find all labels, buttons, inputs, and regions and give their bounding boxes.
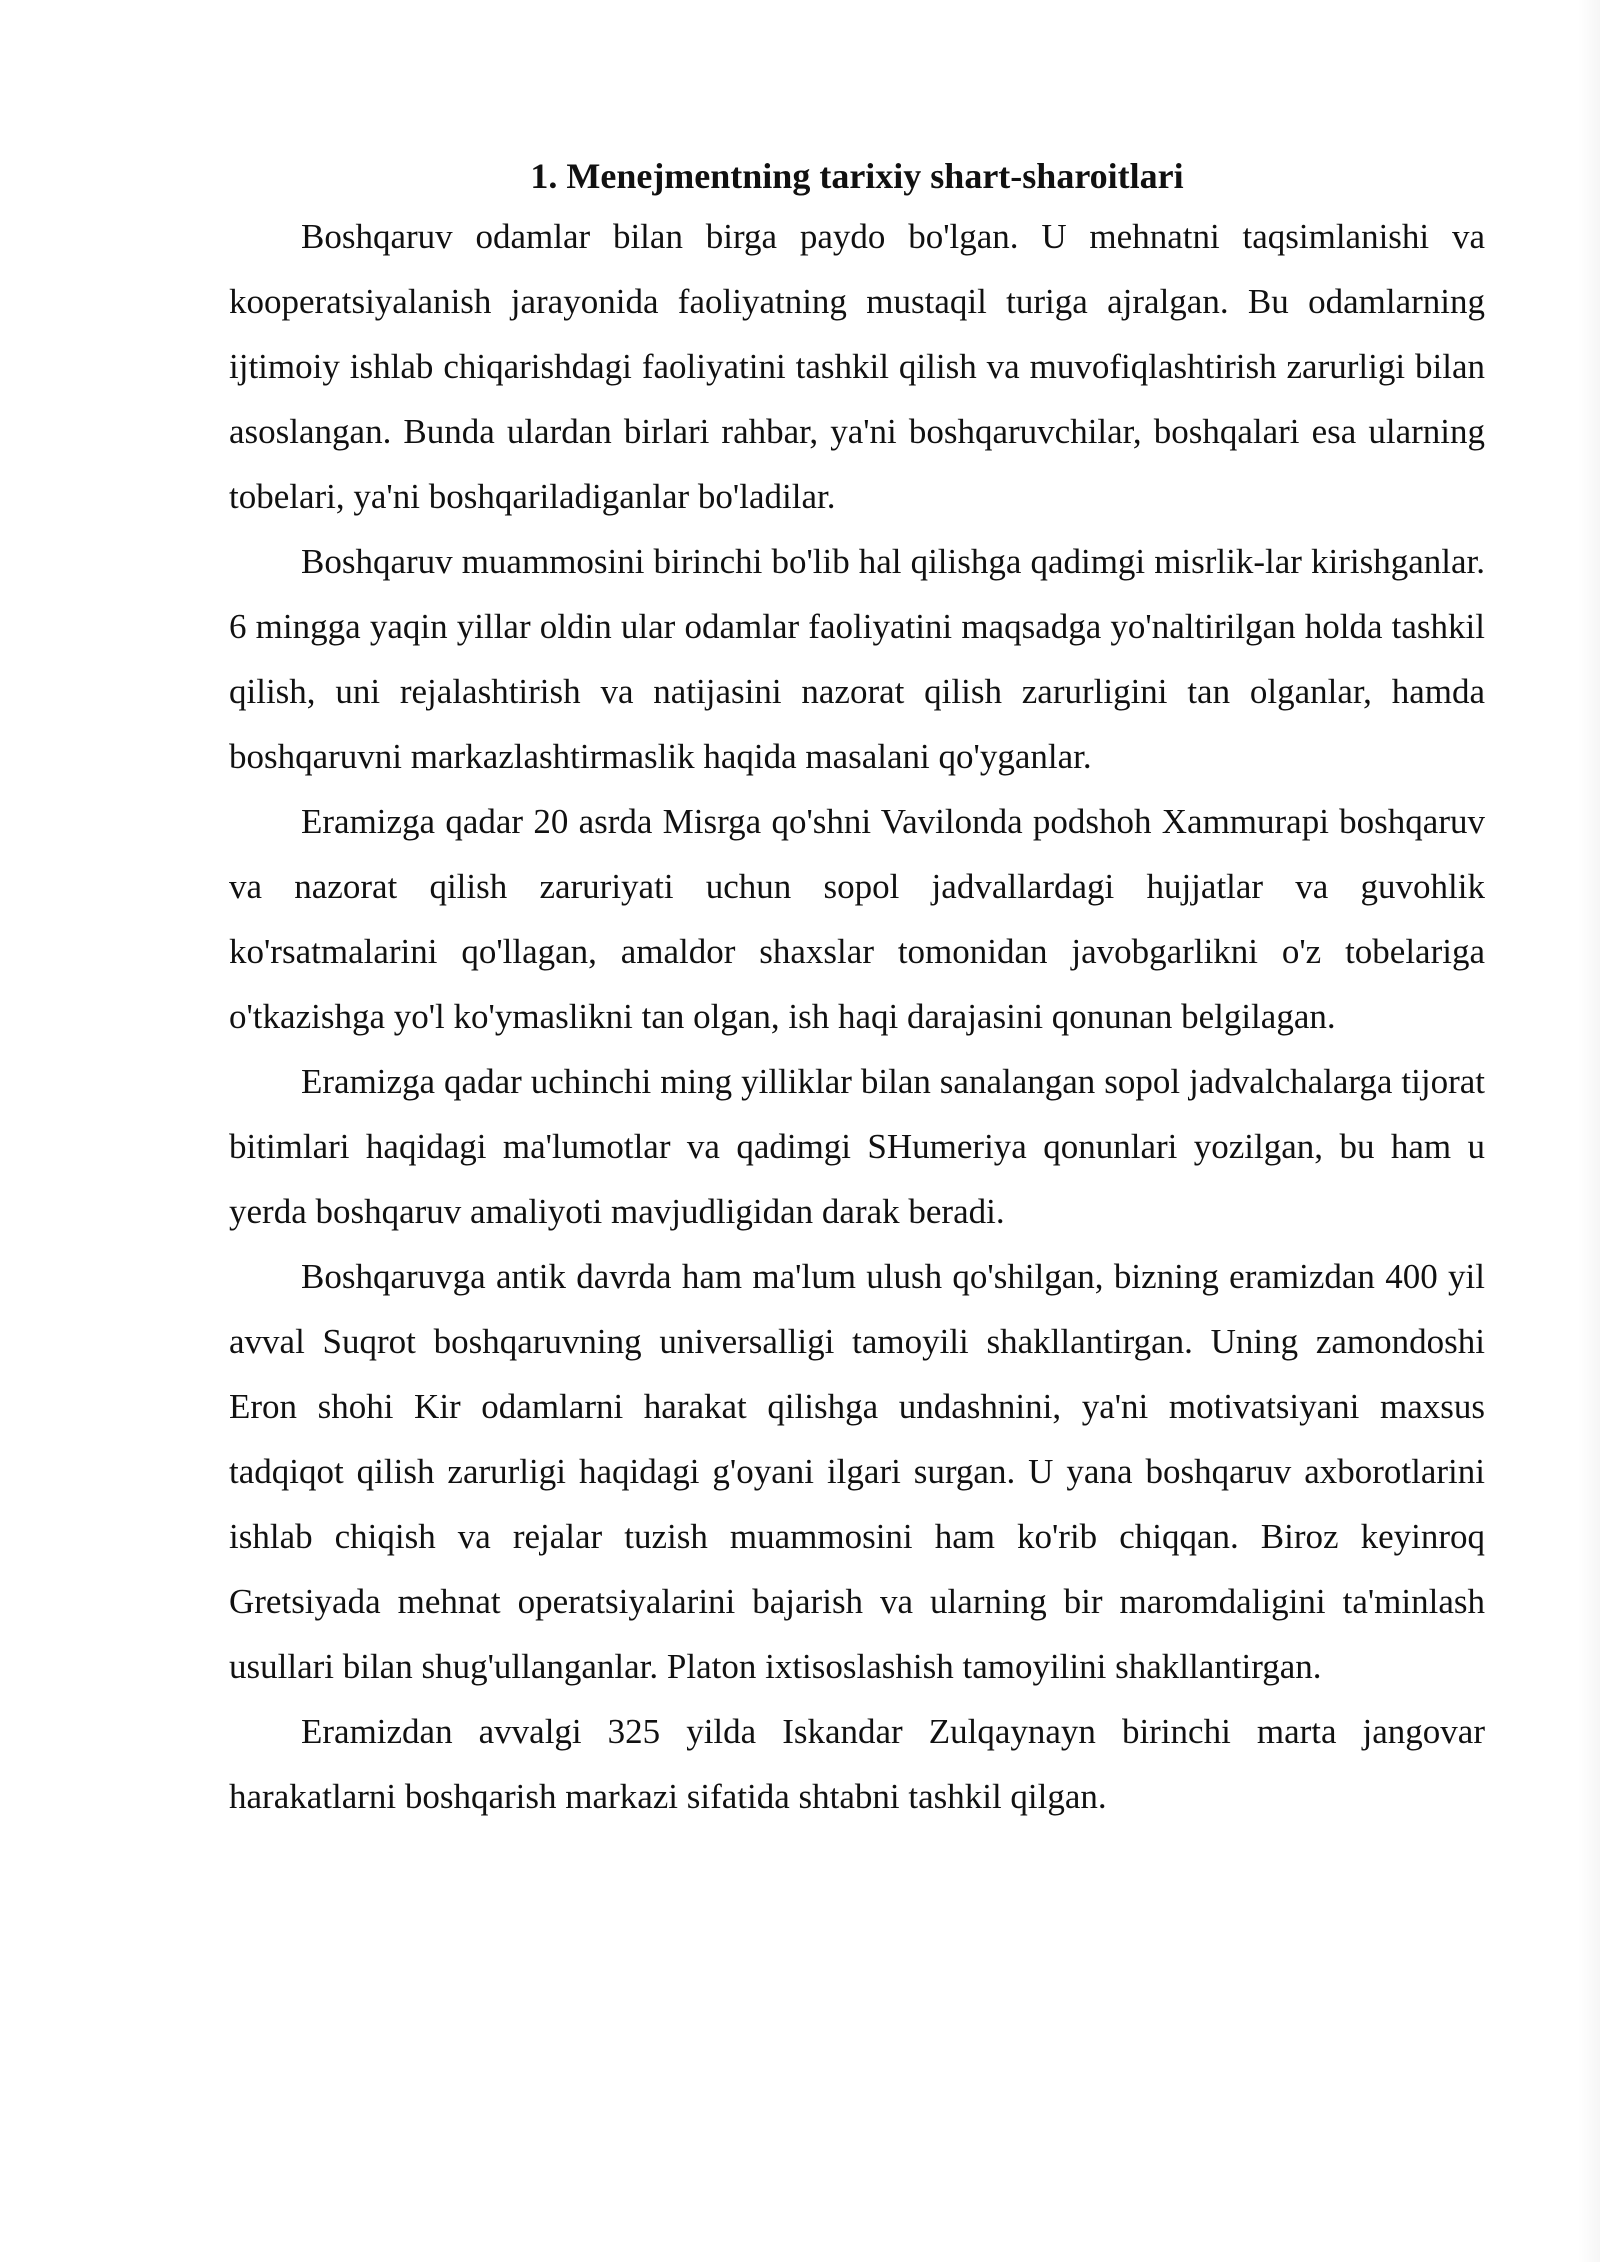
paragraph-sumer: Eramizga qadar uchinchi ming yilliklar bilan sanalangan sopol jadvalchalarga tijorat bitimlari haqidagi ma'lumotlar va qadimgi SHumeriya qonunlari yozilgan, bu ham u yerda boshqaruv amaliyoti mavjudligidan darak beradi. (229, 1062, 1485, 1231)
paragraph-egypt: Boshqaruv muammosini birinchi bo'lib hal qilishga qadimgi misrlik-lar kirishganlar. 6 mingga yaqin yillar oldin ular odamlar faoliyatini maqsadga yo'naltirilgan holda tashkil qilish, uni rejalashtirish va natijasini nazorat qilish zarurligini tan olganlar, hamda boshqaruvni markazlashtirmaslik haqida masalani qo'yganlar. (229, 542, 1485, 776)
paragraph-origins: Boshqaruv odamlar bilan birga paydo bo'lgan. U mehnatni taqsimlanishi va kooperatsiyalanish jarayonida faoliyatning mustaqil turiga ajralgan. Bu odamlarning ijtimoiy ishlab chiqarishdagi faoliyatini tashkil qilish va muvofiqlashtirish zarurligi bilan asoslangan. Bunda ulardan birlari rahbar, ya'ni boshqaruvchilar, boshqalari esa ularning tobelari, ya'ni boshqariladiganlar bo'ladilar. (229, 217, 1485, 516)
section-title: 1. Menejmentning tarixiy shart-sharoitlari (530, 156, 1184, 196)
document-body (229, 148, 1485, 1829)
paragraph-babylon: Eramizga qadar 20 asrda Misrga qo'shni Vavilonda podshoh Xammurapi boshqaruv va nazorat qilish zaruriyati uchun sopol jadvallardagi hujjatlar va guvohlik ko'rsatmalarini qo'llagan, amaldor shaxslar tomonidan javobgarlikni o'z tobelariga o'tkazishga yo'l ko'ymaslikni tan olgan, ish haqi darajasini qonunan belgilagan. (229, 802, 1485, 1036)
page-edge-shadow (1578, 0, 1600, 2262)
paragraph-antiquity: Boshqaruvga antik davrda ham ma'lum ulush qo'shilgan, bizning eramizdan 400 yil avval Suqrot boshqaruvning universalligi tamoyili shakllantirgan. Uning zamondoshi Eron shohi Kir odamlarni harakat qilishga undashnini, ya'ni motivatsiyani maxsus tadqiqot qilish zarurligi haqidagi g'oyani ilgari surgan. U yana boshqaruv axborotlarini ishlab chiqish va rejalar tuzish muammosini ham ko'rib chiqqan. Biroz keyinroq Gretsiyada mehnat operatsiyalarini bajarish va ularning bir maromdaligini ta'minlash usullari bilan shug'ullanganlar. Platon ixtisoslashish tamoyilini shakllantirgan. (229, 1257, 1485, 1686)
paragraph-alexander: Eramizdan avvalgi 325 yilda Iskandar Zulqaynayn birinchi marta jangovar harakatlarni boshqarish markazi sifatida shtabni tashkil qilgan. (229, 1712, 1485, 1816)
